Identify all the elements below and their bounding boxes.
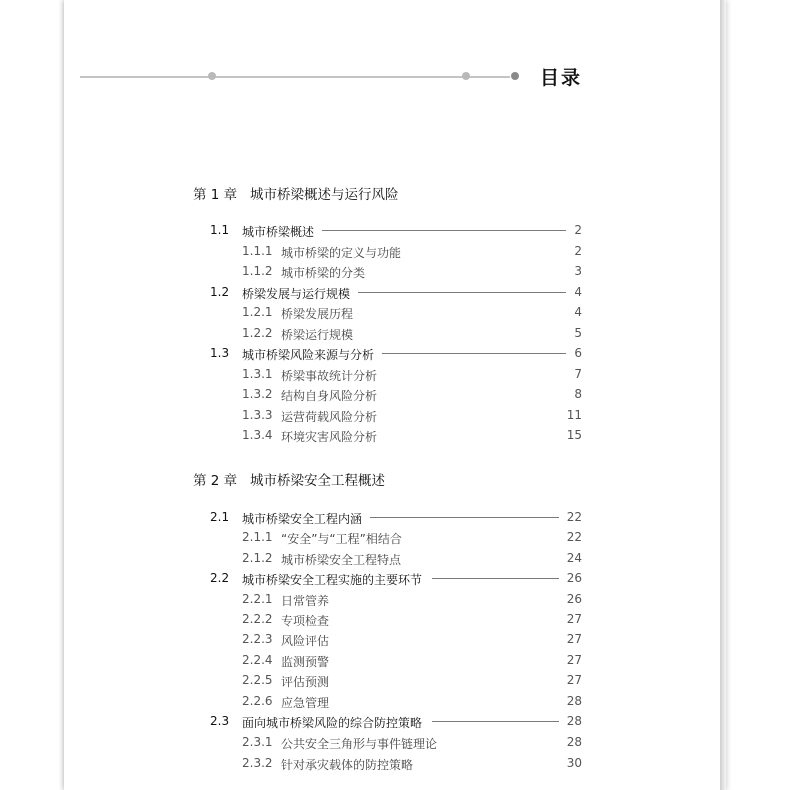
subsection-number: 1.3.3 xyxy=(242,408,273,422)
subsection-title: 风险评估 xyxy=(281,634,330,648)
page-number: 22 xyxy=(566,530,582,544)
subsection-number: 2.3.1 xyxy=(242,735,273,749)
section-title: 城市桥梁安全工程实施的主要环节 xyxy=(242,573,423,587)
subsection-number: 1.3.4 xyxy=(242,428,273,442)
section-title: 城市桥梁安全工程内涵 xyxy=(242,512,363,526)
subsection-title: 公共安全三角形与事件链理论 xyxy=(281,737,438,751)
page-number: 28 xyxy=(566,714,582,728)
page-number: 11 xyxy=(566,408,582,422)
subsection-title: 针对承灾载体的防控策略 xyxy=(281,758,414,772)
chapter-number: 第 1 章 xyxy=(193,187,238,203)
page-number: 30 xyxy=(566,756,582,770)
subsection-number: 2.1.1 xyxy=(242,530,273,544)
toc-subsection-row[interactable] xyxy=(210,653,582,671)
subsection-title: 城市桥梁的定义与功能 xyxy=(281,246,402,260)
subsection-number: 2.2.6 xyxy=(242,694,273,708)
toc-section-row[interactable] xyxy=(210,223,582,241)
page-number: 5 xyxy=(574,326,582,340)
page-number: 24 xyxy=(566,551,582,565)
toc-section-row[interactable] xyxy=(210,714,582,732)
subsection-title: 桥梁发展历程 xyxy=(281,307,354,321)
leader-line xyxy=(432,721,559,722)
toc-subsection-row[interactable] xyxy=(210,632,582,650)
section-number: 1.3 xyxy=(210,346,230,360)
toc-subsection-row[interactable] xyxy=(210,264,582,282)
page-title: 目录 xyxy=(540,67,583,89)
toc-subsection-row[interactable] xyxy=(210,592,582,610)
leader-line xyxy=(382,353,566,354)
chapter-2-heading[interactable] xyxy=(193,469,385,489)
toc-subsection-row[interactable] xyxy=(210,326,582,344)
section-title: 城市桥梁风险来源与分析 xyxy=(242,348,375,362)
page-number: 27 xyxy=(566,632,582,646)
page-number: 22 xyxy=(566,510,582,524)
page-number: 4 xyxy=(574,285,582,299)
toc-subsection-row[interactable] xyxy=(210,367,582,385)
subsection-title: 监测预警 xyxy=(281,655,330,669)
chapter-number: 第 2 章 xyxy=(193,473,238,489)
subsection-title: 桥梁运行规模 xyxy=(281,328,354,342)
subsection-title: 应急管理 xyxy=(281,696,330,710)
section-number: 2.1 xyxy=(210,510,230,524)
subsection-number: 2.3.2 xyxy=(242,756,273,770)
subsection-title: 结构自身风险分析 xyxy=(281,389,378,403)
toc-subsection-row[interactable] xyxy=(210,673,582,691)
subsection-title: 桥梁事故统计分析 xyxy=(281,369,378,383)
header-dot xyxy=(462,72,470,80)
header-dot xyxy=(511,72,519,80)
page-number: 7 xyxy=(574,367,582,381)
subsection-title: 评估预测 xyxy=(281,675,330,689)
subsection-title: 日常管养 xyxy=(281,594,330,608)
subsection-title: 专项检查 xyxy=(281,614,330,628)
page-number: 3 xyxy=(574,264,582,278)
page-edge xyxy=(720,0,726,790)
header-dot xyxy=(208,72,216,80)
subsection-number: 1.3.2 xyxy=(242,387,273,401)
subsection-number: 1.1.1 xyxy=(242,244,273,258)
page-number: 26 xyxy=(566,571,582,585)
toc-subsection-row[interactable] xyxy=(210,694,582,712)
page-number: 28 xyxy=(566,735,582,749)
leader-line xyxy=(432,578,559,579)
chapter-title: 城市桥梁安全工程概述 xyxy=(250,473,385,489)
toc-section-row[interactable] xyxy=(210,571,582,589)
toc-subsection-row[interactable] xyxy=(210,530,582,548)
toc-subsection-row[interactable] xyxy=(210,428,582,446)
subsection-number: 2.1.2 xyxy=(242,551,273,565)
page-number: 2 xyxy=(574,244,582,258)
subsection-number: 1.1.2 xyxy=(242,264,273,278)
toc-subsection-row[interactable] xyxy=(210,612,582,630)
toc-subsection-row[interactable] xyxy=(210,756,582,774)
page-number: 2 xyxy=(574,223,582,237)
toc-subsection-row[interactable] xyxy=(210,387,582,405)
toc-subsection-row[interactable] xyxy=(210,551,582,569)
subsection-number: 1.2.2 xyxy=(242,326,273,340)
toc-subsection-row[interactable] xyxy=(210,735,582,753)
subsection-number: 1.2.1 xyxy=(242,305,273,319)
toc-subsection-row[interactable] xyxy=(210,305,582,323)
toc-subsection-row[interactable] xyxy=(210,408,582,426)
page-number: 4 xyxy=(574,305,582,319)
page-number: 6 xyxy=(574,346,582,360)
page-number: 27 xyxy=(566,612,582,626)
section-number: 2.2 xyxy=(210,571,230,585)
page-number: 28 xyxy=(566,694,582,708)
subsection-number: 2.2.1 xyxy=(242,592,273,606)
section-number: 1.1 xyxy=(210,223,230,237)
chapter-title: 城市桥梁概述与运行风险 xyxy=(250,187,399,203)
subsection-title: 城市桥梁的分类 xyxy=(281,266,366,280)
page-number: 8 xyxy=(574,387,582,401)
subsection-title: 城市桥梁安全工程特点 xyxy=(281,553,402,567)
subsection-number: 2.2.2 xyxy=(242,612,273,626)
section-number: 1.2 xyxy=(210,285,230,299)
subsection-title: 环境灾害风险分析 xyxy=(281,430,378,444)
section-number: 2.3 xyxy=(210,714,230,728)
leader-line xyxy=(358,292,566,293)
toc-section-row[interactable] xyxy=(210,285,582,303)
page-number: 27 xyxy=(566,673,582,687)
page-number: 27 xyxy=(566,653,582,667)
subsection-title: 运营荷载风险分析 xyxy=(281,410,378,424)
header-rule xyxy=(80,76,510,78)
leader-line xyxy=(370,517,559,518)
subsection-title: “安全”与“工程”相结合 xyxy=(281,532,402,546)
leader-line xyxy=(322,230,566,231)
page-number: 26 xyxy=(566,592,582,606)
subsection-number: 1.3.1 xyxy=(242,367,273,381)
page-number: 15 xyxy=(566,428,582,442)
subsection-number: 2.2.3 xyxy=(242,632,273,646)
toc-section-row[interactable] xyxy=(210,510,582,528)
subsection-number: 2.2.4 xyxy=(242,653,273,667)
subsection-number: 2.2.5 xyxy=(242,673,273,687)
toc-subsection-row[interactable] xyxy=(210,244,582,262)
section-title: 城市桥梁概述 xyxy=(242,225,315,239)
toc-section-row[interactable] xyxy=(210,346,582,364)
section-title: 桥梁发展与运行规模 xyxy=(242,287,351,301)
section-title: 面向城市桥梁风险的综合防控策略 xyxy=(242,716,423,730)
chapter-1-heading[interactable] xyxy=(193,183,399,203)
